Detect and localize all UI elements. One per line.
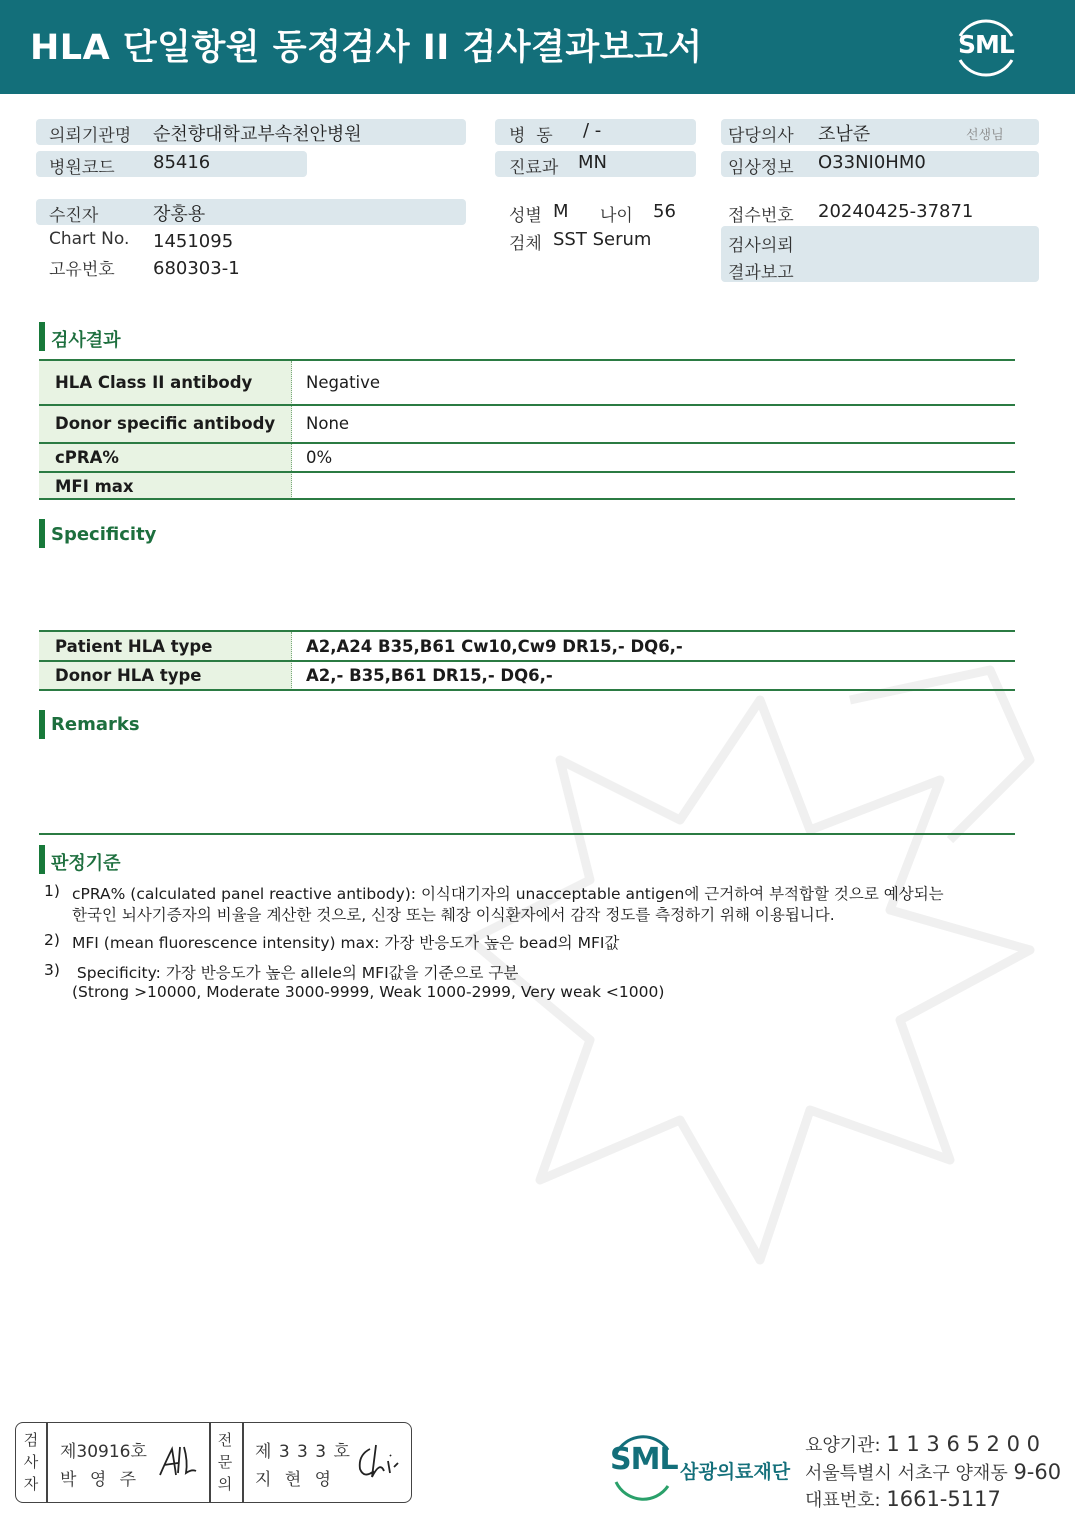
result-row-label: MFI max [55,477,134,496]
specialist-name: 지 현 영 [255,1470,336,1490]
hla-row-label: Donor HLA type [55,666,202,685]
sex-label: 성별 [509,206,542,226]
hla-bottom-rule [39,689,1015,691]
report-title: HLA 단일항원 동정검사 II 검사결과보고서 [30,28,703,68]
footer-logo-text: SML [610,1442,678,1477]
result-row-value: Negative [306,373,381,392]
result-row-value: None [306,414,350,433]
specimen-label: 검체 [509,234,542,254]
hla-row-value: A2,A24 B35,B61 Cw10,Cw9 DR15,- DQ6,- [306,637,683,656]
footer-org-code: 요양기관: 1 1 3 6 5 2 0 0 [805,1432,1040,1456]
clinical-info-value: O33NI0HM0 [818,152,926,173]
chart-no-label: Chart No. [49,229,130,249]
note-line: (Strong >10000, Moderate 3000-9999, Weak 1000-2999, Very weak <1000) [72,983,665,1001]
results-rule-3 [39,471,1015,473]
watermark-cross-icon [430,640,1070,1300]
specificity-section-bar [39,519,45,548]
header-logo-text: SML [958,30,1014,59]
specialist-license: 제 3 3 3 호 [255,1442,351,1462]
patient-field [36,199,466,225]
specialist-signature [354,1441,402,1483]
results-rule-1 [39,404,1015,406]
note-number: 1) [44,882,60,900]
specimen-value: SST Serum [553,229,652,250]
results-section-bar [39,322,45,351]
age-value: 56 [653,201,676,222]
remarks-section-bar [39,710,45,739]
unique-no-value: 680303-1 [153,258,240,279]
request-date-label: 검사의뢰 [728,236,794,256]
specificity-section-title: Specificity [51,524,157,545]
results-section-title: 검사결과 [51,330,121,351]
receipt-no-value: 20240425-37871 [818,201,974,222]
criteria-top-rule [39,833,1015,835]
footer-org-name: 삼광의료재단 [680,1461,791,1483]
department-value: MN [578,152,607,173]
unique-no-label: 고유번호 [49,260,115,280]
remarks-section-title: Remarks [51,714,140,735]
sex-value: M [553,201,569,222]
criteria-section-bar [39,845,45,874]
results-rule-2 [39,442,1015,444]
chart-no-value: 1451095 [153,231,234,252]
age-label: 나이 [600,206,633,226]
examiner-license: 제30916호 [60,1442,147,1462]
examiner-vertical-label: 검 사 자 [23,1431,39,1493]
results-top-rule [39,359,1015,361]
signature-stamp [15,1422,412,1503]
ward-value: / - [583,120,602,141]
examiner-name: 박 영 주 [60,1470,141,1490]
footer-phone: 대표번호: 1661-5117 [805,1487,1001,1511]
hla-row-label: Patient HLA type [55,637,213,656]
hla-top-rule [39,630,1015,632]
institution-value: 순천향대학교부속천안병원 [153,124,362,145]
receipt-no-label: 접수번호 [728,206,794,226]
doctor-label: 담당의사 [728,126,794,146]
clinical-info-label: 임상정보 [728,158,794,178]
hla-mid-rule [39,660,1015,662]
result-row-label: HLA Class II antibody [55,373,253,392]
note-line: cPRA% (calculated panel reactive antibody): 이식대기자의 unacceptable antigen에 근거하여 부적합할 것으로 예상되는 [72,885,944,903]
patient-label: 수진자 [49,206,99,226]
criteria-section-title: 판정기준 [51,853,121,874]
patient-value: 장홍용 [153,204,206,225]
note-number: 2) [44,931,60,949]
doctor-suffix: 선생님 [966,128,1004,143]
hospital-code-label: 병원코드 [49,158,115,178]
doctor-value: 조남준 [818,124,871,145]
note-line: Specificity: 가장 반응도가 높은 allele의 MFI값을 기준으로 구분 [72,964,519,982]
hospital-code-value: 85416 [153,152,211,173]
report-date-label: 결과보고 [728,263,794,283]
result-row-value: 0% [306,448,333,467]
result-row-label: Donor specific antibody [55,414,276,433]
results-bottom-rule [39,498,1015,500]
report-header [0,0,1075,94]
footer-address: 서울특별시 서초구 양재동 9-60 [805,1460,1062,1484]
note-line: 한국인 뇌사기증자의 비율을 계산한 것으로, 신장 또는 췌장 이식환자에서 감작 정도를 측정하기 위해 이용됩니다. [72,906,835,924]
ward-label: 병 동 [509,126,553,146]
note-line: MFI (mean fluorescence intensity) max: 가장 반응도가 높은 bead의 MFI값 [72,934,620,952]
note-number: 3) [44,961,60,979]
specialist-vertical-label: 전 문 의 [217,1431,233,1493]
result-row-label: cPRA% [55,448,119,467]
institution-label: 의뢰기관명 [49,126,132,146]
examiner-signature [156,1441,200,1481]
hla-row-value: A2,- B35,B61 DR15,- DQ6,- [306,666,553,685]
department-label: 진료과 [509,158,559,178]
